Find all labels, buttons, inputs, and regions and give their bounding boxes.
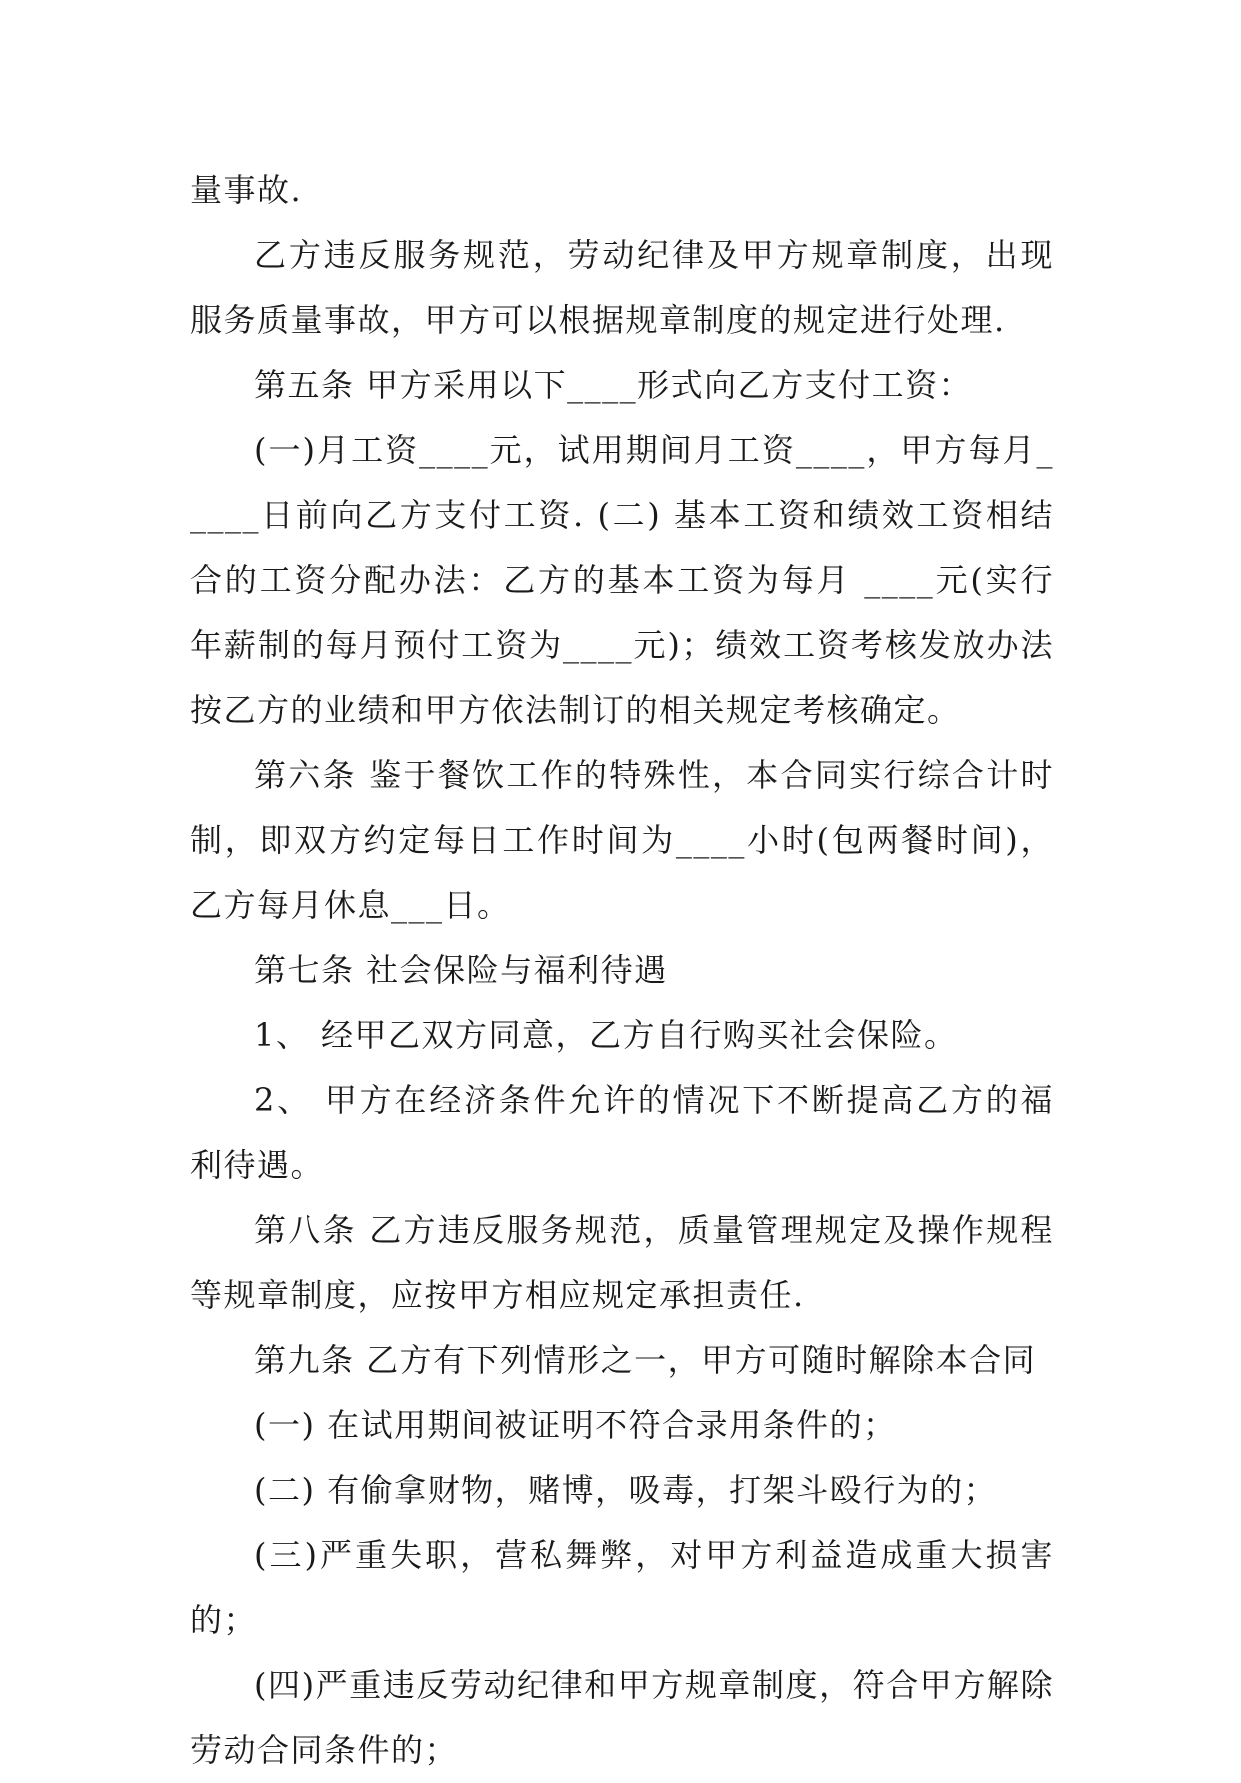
- article-9-item-4: (四)严重违反劳动纪律和甲方规章制度，符合甲方解除劳动合同条件的；: [190, 1666, 1054, 1769]
- article-5-heading: 第五条 甲方采用以下____形式向乙方支付工资：: [254, 366, 973, 404]
- paragraph-continuation: 量事故.: [190, 171, 303, 209]
- article-5-wage-terms: (一)月工资____元，试用期间月工资____，甲方每月_____日前向乙方支付工资. (二) 基本工资和绩效工资相结合的工资分配办法：乙方的基本工资为每月 ____元(实行年薪制的每月预付工资为____元)；绩效工资考核发放办法按乙方的业绩和甲方依法制订的相关规定考核确定。: [190, 431, 1054, 729]
- article-8: 第八条 乙方违反服务规范，质量管理规定及操作规程等规章制度，应按甲方相应规定承担责任.: [190, 1211, 1054, 1314]
- article-9-item-2: (二) 有偷拿财物，赌博，吸毒，打架斗殴行为的；: [254, 1471, 998, 1509]
- article-9-heading: 第九条 乙方有下列情形之一，甲方可随时解除本合同: [254, 1341, 1037, 1379]
- article-6-working-hours: 第六条 鉴于餐饮工作的特殊性，本合同实行综合计时制，即双方约定每日工作时间为____小时(包两餐时间)，乙方每月休息___日。: [190, 756, 1054, 924]
- article-7-item-1: 1、 经甲乙双方同意，乙方自行购买社会保险。: [254, 1016, 958, 1054]
- article-9-item-1: (一) 在试用期间被证明不符合录用条件的；: [254, 1406, 897, 1444]
- article-7-item-2: 2、 甲方在经济条件允许的情况下不断提高乙方的福利待遇。: [190, 1081, 1054, 1184]
- article-9-item-3: (三)严重失职，营私舞弊，对甲方利益造成重大损害的；: [190, 1536, 1054, 1639]
- article-7-heading: 第七条 社会保险与福利待遇: [254, 951, 668, 989]
- document-page: [190, 158, 1054, 1783]
- paragraph-service-violation: 乙方违反服务规范，劳动纪律及甲方规章制度，出现服务质量事故，甲方可以根据规章制度的规定进行处理.: [190, 236, 1054, 339]
